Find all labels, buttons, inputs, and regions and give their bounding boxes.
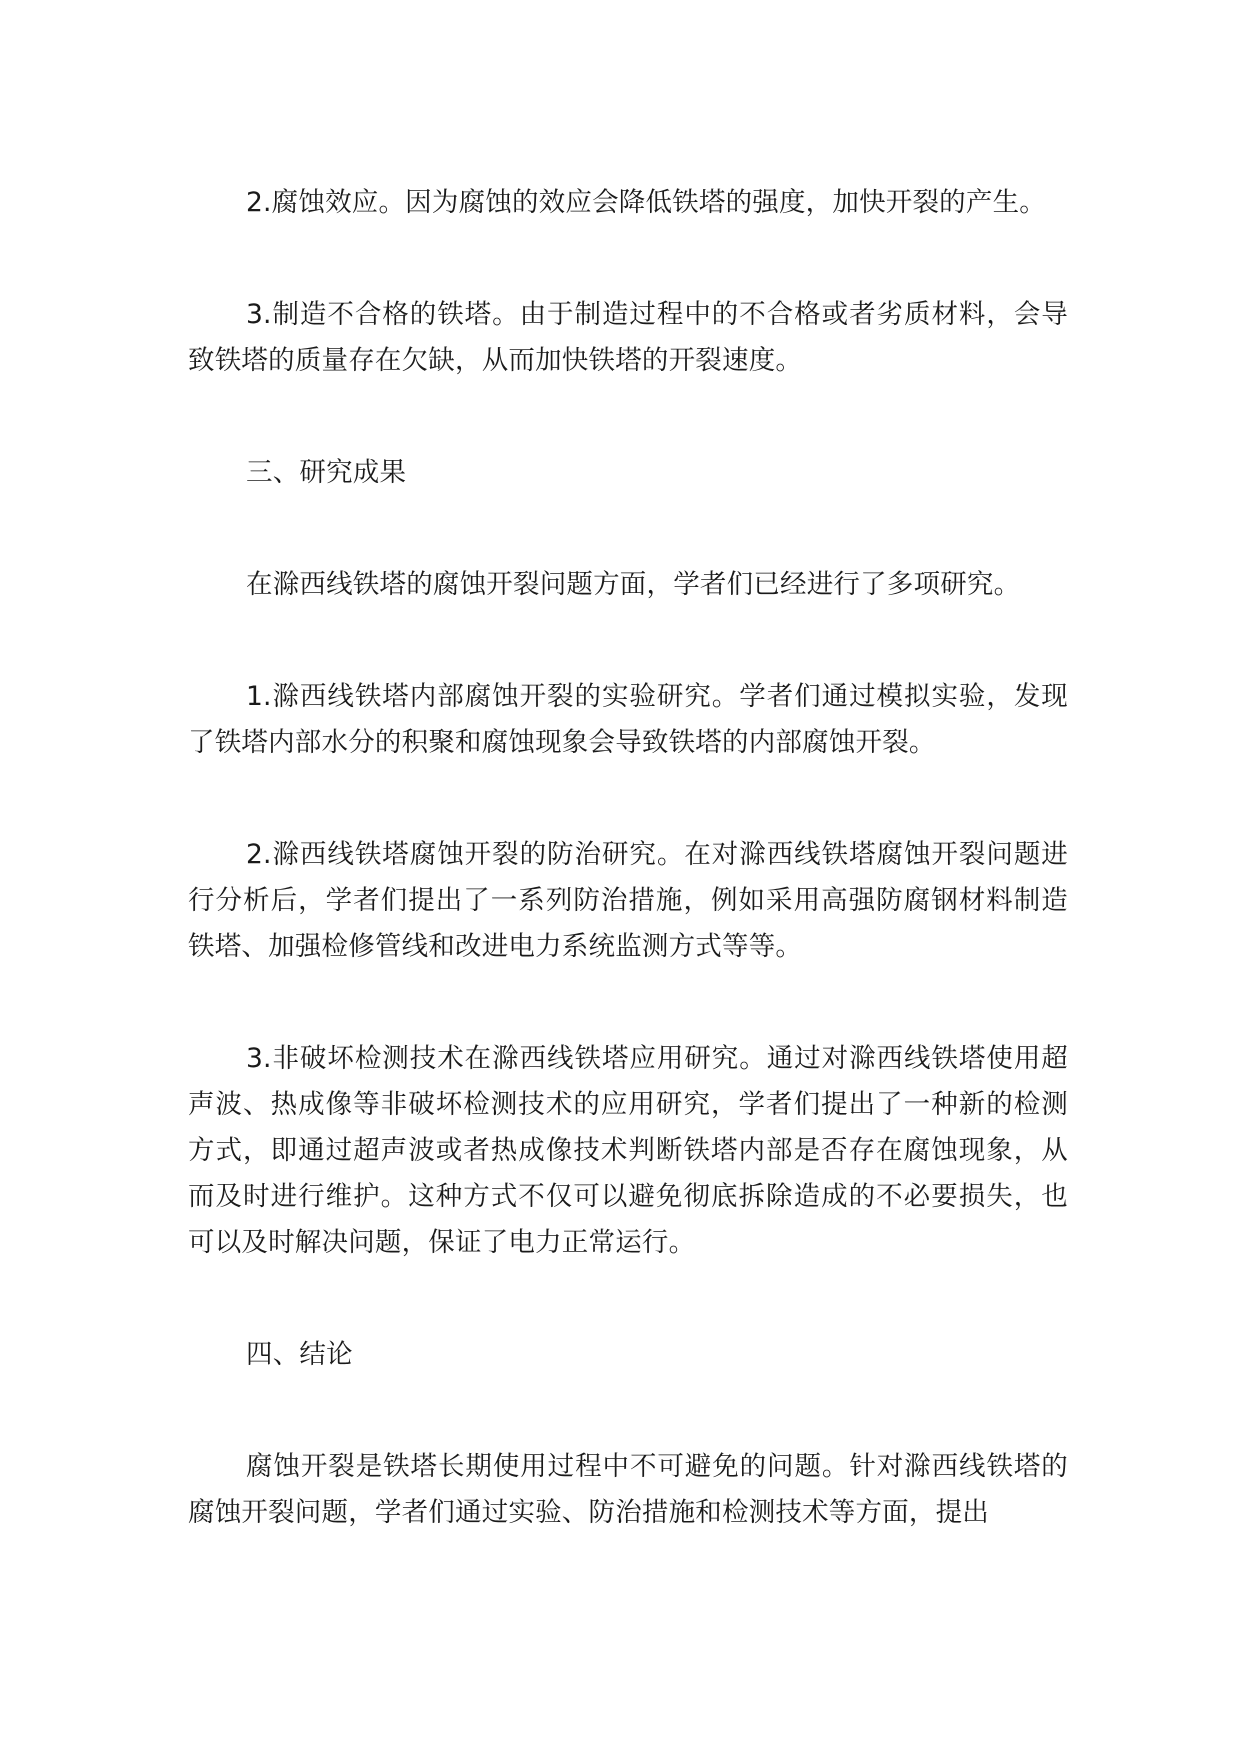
para-cause-3: 3.制造不合格的铁塔。由于制造过程中的不合格或者劣质材料，会导致铁塔的质量存在欠缺，从而加快铁塔的开裂速度。 [188,299,1068,376]
document-body [188,180,1068,1536]
paragraph-gap [188,1378,1068,1444]
para-research-2: 2.滁西线铁塔腐蚀开裂的防治研究。在对滁西线铁塔腐蚀开裂问题进行分析后，学者们提出了一系列防治措施，例如采用高强防腐钢材料制造铁塔、加强检修管线和改进电力系统监测方式等等。 [188,839,1068,962]
para-research-3: 3.非破坏检测技术在滁西线铁塔应用研究。通过对滁西线铁塔使用超声波、热成像等非破坏检测技术的应用研究，学者们提出了一种新的检测方式，即通过超声波或者热成像技术判断铁塔内部是否存在腐蚀现象，从而及时进行维护。这种方式不仅可以避免彻底拆除造成的不必要损失，也可以及时解决问题，保证了电力正常运行。 [188,1043,1068,1258]
para-conclusion: 腐蚀开裂是铁塔长期使用过程中不可避免的问题。针对滁西线铁塔的腐蚀开裂问题，学者们通过实验、防治措施和检测技术等方面，提出 [188,1451,1068,1528]
paragraph-gap [188,970,1068,1036]
paragraph-gap [188,766,1068,832]
para-cause-2: 2.腐蚀效应。因为腐蚀的效应会降低铁塔的强度，加快开裂的产生。 [246,187,1046,218]
paragraph-gap [188,384,1068,450]
para-research-1: 1.滁西线铁塔内部腐蚀开裂的实验研究。学者们通过模拟实验，发现了铁塔内部水分的积聚和腐蚀现象会导致铁塔的内部腐蚀开裂。 [188,681,1068,758]
heading-conclusion: 四、结论 [246,1339,353,1370]
paragraph-gap [188,1266,1068,1332]
paragraph-gap [188,608,1068,674]
heading-research-results: 三、研究成果 [246,457,407,488]
paragraph-gap [188,226,1068,292]
paragraph-gap [188,496,1068,562]
para-research-intro: 在滁西线铁塔的腐蚀开裂问题方面，学者们已经进行了多项研究。 [246,569,1021,600]
